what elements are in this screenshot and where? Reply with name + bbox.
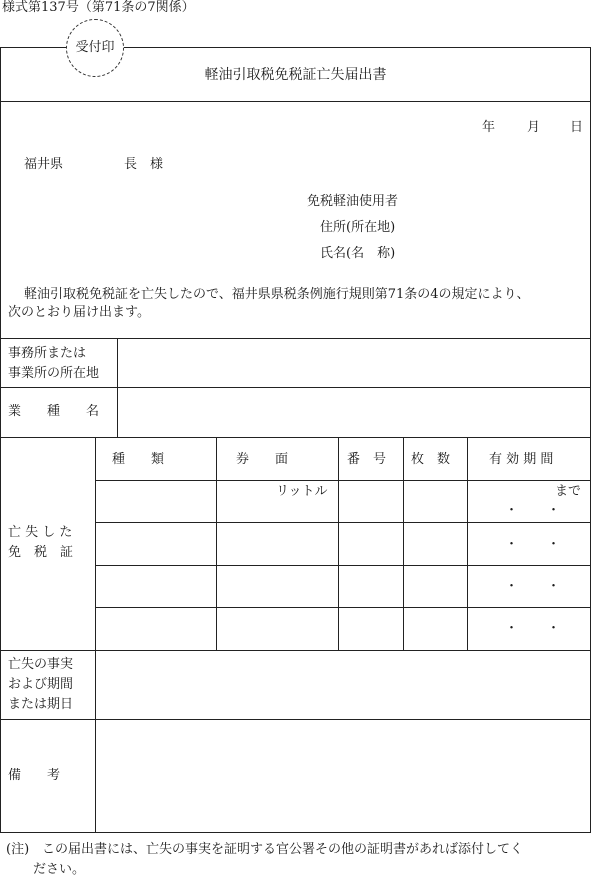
column-divider-number (403, 437, 404, 650)
applicant-name-label: 氏名(名 称) (320, 246, 396, 261)
column-header-number: 番 号 (347, 452, 387, 467)
note-prefix: (注) (6, 842, 30, 857)
column-header-validity: 有 効 期 間 (489, 452, 554, 467)
validity-separator: ・ (505, 579, 519, 594)
column-divider-face (338, 437, 339, 650)
note-line-2: ださい。 (33, 862, 86, 877)
validity-separator: ・ (505, 621, 519, 636)
applicant-role: 免税軽油使用者 (307, 194, 399, 209)
validity-separator: ・ (547, 537, 561, 552)
table-row-line-1 (95, 480, 591, 481)
addressee-prefecture: 福井県 (24, 157, 64, 172)
frame-bottom-border (0, 832, 591, 833)
addressee-suffix: 長 様 (124, 157, 164, 172)
table-row-line-2 (95, 522, 591, 523)
date-month-label: 月 (527, 120, 541, 135)
column-header-count: 枚 数 (411, 452, 451, 467)
column-header-face (236, 452, 322, 468)
column-header-type (112, 452, 202, 468)
table-row-line-3 (95, 565, 591, 566)
date-day-label: 日 (570, 120, 584, 135)
validity-separator: ・ (547, 621, 561, 636)
facts-label-1: 亡失の事実 (8, 657, 74, 672)
column-header-face-text: 券 面 (236, 452, 289, 467)
column-header-type-text: 種 類 (112, 452, 165, 467)
date-year-label: 年 (482, 120, 496, 135)
validity-separator: ・ (505, 503, 519, 518)
validity-separator: ・ (547, 579, 561, 594)
column-divider-type (216, 437, 217, 650)
applicant-address-label: 住所(所在地) (320, 220, 396, 235)
facts-label-3: または期日 (8, 697, 74, 712)
business-type-label: 業 種 名 (8, 404, 100, 419)
validity-until-label: まで (555, 484, 582, 499)
column-divider-count (467, 437, 468, 650)
business-type-field[interactable] (118, 388, 590, 437)
table-row-line-4 (95, 607, 591, 608)
frame-left-border (0, 47, 1, 833)
title-divider (0, 101, 591, 102)
lost-certificate-label-2: 免 税 証 (8, 545, 74, 560)
note-line-1: この届出書には、亡失の事実を証明する官公署その他の証明書があれば添付してく (42, 842, 524, 857)
statement-line-2: 次のとおり届け出ます。 (8, 305, 150, 320)
statement-line-1: 軽油引取税免税証を亡失したので、福井県県税条例施行規則第71条の4の規定により、 (24, 287, 530, 302)
facts-label-2: および期間 (8, 677, 74, 692)
form-title: 軽油引取税免税証亡失届出書 (204, 67, 387, 83)
remarks-label: 備 考 (8, 768, 61, 783)
lost-section-top-border (0, 437, 591, 438)
reception-stamp-label: 受付印 (75, 40, 115, 55)
office-location-label-2: 事業所の所在地 (8, 366, 100, 381)
lost-certificate-label-1: 亡 失 し た (8, 525, 73, 540)
office-location-field[interactable] (118, 339, 590, 387)
validity-separator: ・ (547, 503, 561, 518)
office-location-label-1: 事務所または (8, 346, 87, 361)
unit-liter-label: リットル (276, 484, 328, 499)
form-number: 様式第137号（第71条の7関係） (2, 0, 195, 15)
validity-separator: ・ (505, 537, 519, 552)
facts-field[interactable] (96, 651, 590, 719)
remarks-field[interactable] (96, 720, 590, 832)
